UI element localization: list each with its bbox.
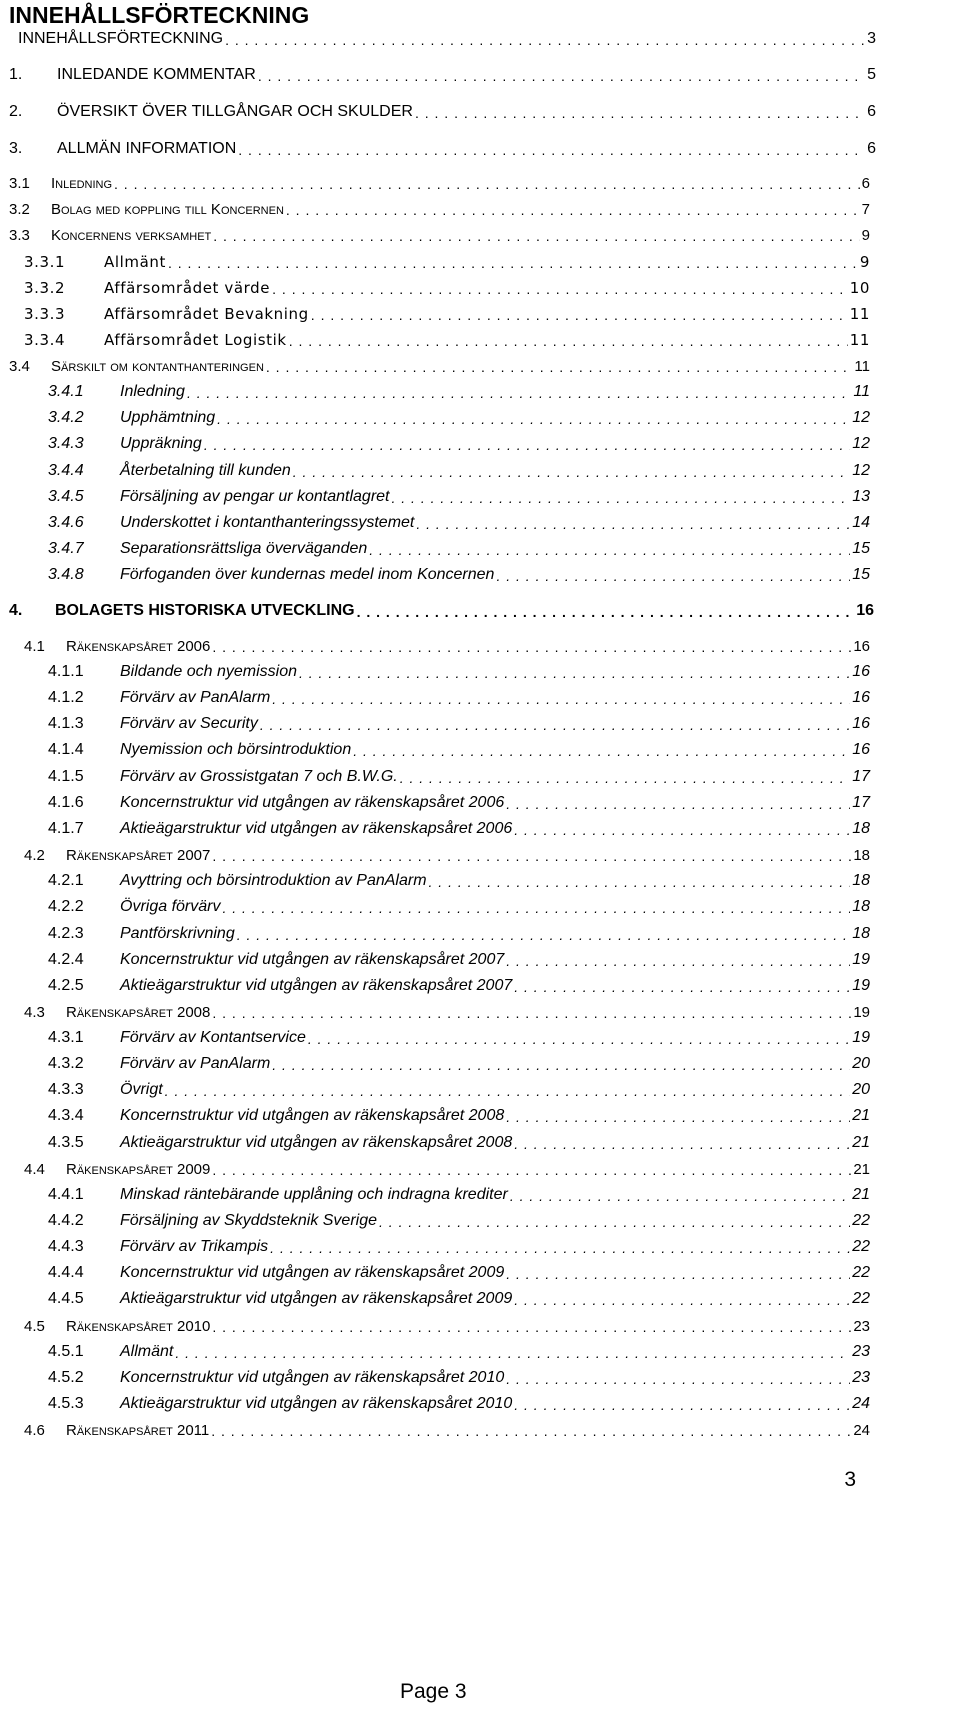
toc-entry-title: Aktieägarstruktur vid utgången av räkenskapsåret 2008 [120, 1134, 513, 1151]
toc-dot-leader [211, 1423, 851, 1439]
toc-entry-number: 4.5 [24, 1318, 45, 1335]
toc-entry[interactable] [0, 1335, 870, 1361]
toc-entry-number: 4.4.3 [48, 1238, 84, 1255]
toc-dot-leader [506, 1371, 850, 1387]
toc-entry-title: Återbetalning till kunden [120, 462, 291, 479]
toc-entry-number: 4.4 [24, 1161, 45, 1178]
toc-dot-leader [272, 691, 850, 707]
toc-entry-page: 21 [853, 1161, 870, 1178]
toc-entry-page: 12 [852, 462, 870, 479]
toc-entry-title: Allmänt [120, 1343, 174, 1360]
toc-entry-page: 11 [849, 305, 870, 323]
toc-dot-leader [514, 822, 850, 838]
toc-entry[interactable] [0, 297, 870, 323]
toc-entry-page: 9 [861, 227, 870, 244]
toc-dot-leader [429, 874, 851, 890]
toc-dot-leader [415, 105, 865, 121]
toc-entry-page: 24 [852, 1395, 870, 1412]
toc-dot-leader [212, 1162, 851, 1178]
toc-entry-number: 4.2.1 [48, 872, 84, 889]
toc-entry[interactable] [0, 995, 870, 1021]
toc-entry-page: 18 [853, 847, 870, 864]
toc-entry-title: Koncernstruktur vid utgången av räkenskapsåret 2010 [120, 1369, 505, 1386]
toc-entry[interactable] [0, 1282, 870, 1308]
toc-entry-title: Aktieägarstruktur vid utgången av räkenskapsåret 2007 [120, 977, 513, 994]
toc-entry[interactable] [0, 1152, 870, 1178]
toc-entry[interactable] [0, 454, 870, 480]
toc-entry-title: Förvärv av PanAlarm [120, 1055, 271, 1072]
toc-entry-page: 20 [852, 1055, 870, 1072]
toc-entry-page: 5 [867, 66, 876, 83]
toc-entry-number: 3.4.1 [48, 383, 84, 400]
toc-entry-number: 3.3.2 [24, 279, 66, 297]
toc-entry-page: 15 [852, 566, 870, 583]
toc-entry-page: 12 [852, 435, 870, 452]
toc-entry[interactable] [0, 594, 874, 620]
toc-entry-number: 4.4.4 [48, 1264, 84, 1281]
toc-entry-title: Underskottet i kontanthanteringssystemet [120, 514, 415, 531]
toc-dot-leader [212, 1005, 851, 1021]
toc-dot-leader [293, 464, 850, 480]
toc-entry-title: Förvärv av PanAlarm [120, 689, 271, 706]
toc-dot-leader [114, 176, 860, 192]
toc-entry-title: Räkenskapsåret 2007 [66, 847, 211, 864]
toc-entry[interactable] [0, 812, 870, 838]
toc-entry-number: 3.2 [9, 201, 30, 218]
toc-entry-title: Försäljning av pengar ur kontantlagret [120, 488, 390, 505]
toc-dot-leader [270, 1240, 850, 1256]
toc-entry-number: 3.4.4 [48, 462, 84, 479]
toc-dot-leader [238, 142, 865, 158]
toc-entry-page: 6 [861, 175, 870, 192]
toc-entry-title: Förfoganden över kundernas medel inom Koncernen [120, 566, 495, 583]
toc-entry-title: Separationsrättsliga överväganden [120, 540, 368, 557]
toc-dot-leader [353, 743, 850, 759]
toc-entry-page: 21 [852, 1134, 870, 1151]
toc-entry-number: 4.1.5 [48, 768, 84, 785]
toc-entry-title: Förvärv av Kontantservice [120, 1029, 306, 1046]
toc-entry-number: 4.1.3 [48, 715, 84, 732]
toc-entry[interactable] [0, 864, 870, 890]
toc-entry-title: Koncernstruktur vid utgången av räkenskapsåret 2009 [120, 1264, 505, 1281]
toc-entry[interactable] [0, 271, 870, 297]
toc-entry-number: 4. [9, 602, 23, 619]
toc-dot-leader [175, 1345, 850, 1361]
toc-entry-title: Upphämtning [120, 409, 216, 426]
toc-entry[interactable] [0, 375, 870, 401]
toc-dot-leader [506, 796, 850, 812]
toc-entry-title: Räkenskapsåret 2011 [66, 1422, 210, 1439]
toc-entry-title: Aktieägarstruktur vid utgången av räkenskapsåret 2010 [120, 1395, 513, 1412]
toc-entry-page: 6 [867, 103, 876, 120]
toc-entry-title: Räkenskapsåret 2009 [66, 1161, 211, 1178]
toc-dot-leader [266, 359, 853, 375]
toc-entry-title: Koncernstruktur vid utgången av räkenskapsåret 2007 [120, 951, 505, 968]
toc-entry-page: 10 [849, 279, 870, 297]
toc-entry[interactable] [0, 1256, 870, 1282]
toc-dot-leader [506, 953, 850, 969]
toc-dot-leader [400, 770, 850, 786]
toc-entry-title: Affärsområdet Bevakning [104, 305, 309, 323]
toc-dot-leader [392, 490, 851, 506]
toc-entry[interactable] [0, 1099, 870, 1125]
toc-entry-title: Nyemission och börsintroduktion [120, 741, 352, 758]
toc-entry[interactable] [0, 22, 876, 48]
toc-entry-title: Övrigt [120, 1081, 163, 1098]
toc-entry[interactable] [0, 349, 870, 375]
toc-entry-number: 4.4.5 [48, 1290, 84, 1307]
toc-entry[interactable] [0, 192, 870, 218]
toc-entry-page: 11 [854, 358, 870, 375]
toc-entry-title: Förvärv av Grossistgatan 7 och B.W.G. [120, 768, 398, 785]
toc-entry-page: 6 [867, 140, 876, 157]
toc-entry-page: 16 [852, 715, 870, 732]
toc-entry-title: Avyttring och börsintroduktion av PanAlarm [120, 872, 427, 889]
toc-dot-leader [258, 68, 865, 84]
toc-dot-leader [514, 1397, 850, 1413]
toc-entry[interactable] [0, 166, 870, 192]
toc-entry-page: 7 [861, 201, 870, 218]
toc-entry-page: 20 [852, 1081, 870, 1098]
toc-entry-title: Allmänt [104, 253, 166, 271]
toc-entry-number: 2. [9, 103, 23, 120]
toc-entry-title: Inledning [120, 383, 185, 400]
toc-entry[interactable] [0, 655, 870, 681]
toc-dot-leader [299, 665, 850, 681]
toc-entry-page: 19 [852, 1029, 870, 1046]
toc-dot-leader [496, 568, 850, 584]
toc-dot-leader [187, 385, 851, 401]
toc-entry[interactable] [0, 681, 870, 707]
toc-entry-title: Förvärv av Trikampis [120, 1238, 269, 1255]
toc-dot-leader [416, 516, 850, 532]
toc-entry-page: 15 [852, 540, 870, 557]
toc-entry[interactable] [0, 1413, 870, 1439]
toc-entry-page: 23 [853, 1318, 870, 1335]
toc-entry-number: 4.2.4 [48, 951, 84, 968]
toc-entry-number: 4.3.5 [48, 1134, 84, 1151]
toc-entry[interactable] [0, 917, 870, 943]
toc-entry[interactable] [0, 480, 870, 506]
toc-dot-leader [514, 1292, 850, 1308]
toc-entry-page: 18 [852, 820, 870, 837]
toc-entry[interactable] [0, 733, 870, 759]
toc-entry-number: 3.4.2 [48, 409, 84, 426]
toc-entry-title: Räkenskapsåret 2008 [66, 1004, 211, 1021]
toc-entry-title: INNEHÅLLSFÖRTECKNING [18, 30, 224, 47]
toc-dot-leader [212, 848, 851, 864]
toc-entry-page: 21 [852, 1186, 870, 1203]
toc-dot-leader [217, 411, 850, 427]
toc-entry-page: 19 [852, 977, 870, 994]
toc-entry[interactable] [0, 558, 870, 584]
toc-entry-number: 3.4.5 [48, 488, 84, 505]
toc-entry-page: 21 [852, 1107, 870, 1124]
toc-entry[interactable] [0, 132, 876, 158]
toc-dot-leader [311, 307, 848, 323]
toc-dot-leader [369, 542, 850, 558]
toc-entry-title: Inledning [51, 175, 113, 192]
toc-entry-number: 4.4.1 [48, 1186, 84, 1203]
toc-entry-title: Koncernstruktur vid utgången av räkenskapsåret 2008 [120, 1107, 505, 1124]
toc-entry-number: 3.4.7 [48, 540, 84, 557]
toc-entry-title: ÖVERSIKT ÖVER TILLGÅNGAR OCH SKULDER [57, 103, 413, 120]
toc-entry-title: Koncernstruktur vid utgången av räkenskapsåret 2006 [120, 794, 505, 811]
toc-entry-number: 1. [9, 66, 23, 83]
toc-entry-number: 4.5.1 [48, 1343, 84, 1360]
toc-entry-number: 4.1.1 [48, 663, 84, 680]
toc-dot-leader [286, 202, 860, 218]
toc-entry-number: 4.3 [24, 1004, 45, 1021]
toc-entry-title: Särskilt om kontanthanteringen [51, 358, 264, 375]
toc-entry-page: 11 [849, 331, 870, 349]
toc-entry-number: 4.1.2 [48, 689, 84, 706]
toc-entry-page: 16 [852, 689, 870, 706]
toc-entry[interactable] [0, 707, 870, 733]
toc-entry-title: Bolag med koppling till Koncernen [51, 201, 284, 218]
toc-dot-leader [514, 979, 850, 995]
toc-entry-title: ALLMÄN INFORMATION [57, 140, 237, 157]
toc-entry[interactable] [0, 427, 870, 453]
toc-entry[interactable] [0, 1178, 870, 1204]
toc-dot-leader [212, 639, 851, 655]
toc-entry[interactable] [0, 786, 870, 812]
toc-entry-page: 23 [852, 1343, 870, 1360]
toc-entry-number: 4.4.2 [48, 1212, 84, 1229]
toc-entry-number: 4.1.6 [48, 794, 84, 811]
toc-entry-title: Pantförskrivning [120, 925, 235, 942]
toc-entry-page: 23 [852, 1369, 870, 1386]
toc-entry[interactable] [0, 629, 870, 655]
toc-entry-page: 17 [852, 768, 870, 785]
toc-entry-number: 4.1.7 [48, 820, 84, 837]
toc-entry-page: 19 [853, 1004, 870, 1021]
toc-entry[interactable] [0, 1073, 870, 1099]
toc-dot-leader [204, 437, 850, 453]
toc-entry-number: 4.2.2 [48, 898, 84, 915]
toc-entry-title: Aktieägarstruktur vid utgången av räkenskapsåret 2009 [120, 1290, 513, 1307]
toc-dot-leader [357, 604, 855, 620]
toc-entry-page: 18 [852, 872, 870, 889]
toc-entry-title: Koncernens verksamhet [51, 227, 212, 244]
toc-entry[interactable] [0, 1230, 870, 1256]
toc-entry-title: Aktieägarstruktur vid utgången av räkenskapsåret 2006 [120, 820, 513, 837]
toc-entry-number: 4.2 [24, 847, 45, 864]
toc-entry-number: 3. [9, 140, 23, 157]
toc-entry-title: Försäljning av Skyddsteknik Sverige [120, 1212, 378, 1229]
toc-entry[interactable] [0, 1204, 870, 1230]
toc-entry-number: 3.4.6 [48, 514, 84, 531]
toc-entry-page: 17 [852, 794, 870, 811]
toc-entry-title: BOLAGETS HISTORISKA UTVECKLING [55, 602, 355, 619]
toc-entry-title: Uppräkning [120, 435, 202, 452]
toc-entry[interactable] [0, 760, 870, 786]
toc-entry-page: 3 [867, 30, 876, 47]
toc-entry-number: 4.5.3 [48, 1395, 84, 1412]
toc-dot-leader [272, 1057, 850, 1073]
toc-dot-leader [260, 717, 850, 733]
toc-entry-page: 9 [859, 253, 870, 271]
toc-entry-number: 4.2.3 [48, 925, 84, 942]
toc-entry-page: 22 [852, 1238, 870, 1255]
toc-entry-number: 3.4.3 [48, 435, 84, 452]
toc-entry-title: Räkenskapsåret 2010 [66, 1318, 211, 1335]
toc-entry-title: Förvärv av Security [120, 715, 258, 732]
footer-page-label: Page 3 [400, 1680, 467, 1703]
toc-entry[interactable] [0, 95, 876, 121]
toc-entry-page: 16 [853, 638, 870, 655]
toc-entry-page: 16 [856, 602, 874, 619]
toc-entry[interactable] [0, 838, 870, 864]
toc-entry[interactable] [0, 1047, 870, 1073]
page-title: INNEHÅLLSFÖRTECKNING [9, 2, 310, 28]
toc-entry-page: 19 [852, 951, 870, 968]
toc-entry-number: 3.3 [9, 227, 30, 244]
toc-entry[interactable] [0, 1309, 870, 1335]
toc-entry[interactable] [0, 890, 870, 916]
toc-entry-page: 13 [852, 488, 870, 505]
toc-entry-title: Affärsområdet Logistik [104, 331, 287, 349]
toc-dot-leader [506, 1266, 850, 1282]
toc-entry-number: 4.1 [24, 638, 45, 655]
toc-entry-page: 18 [852, 925, 870, 942]
toc-dot-leader [212, 1319, 851, 1335]
toc-entry[interactable] [0, 943, 870, 969]
toc-dot-leader [308, 1031, 850, 1047]
toc-dot-leader [165, 1083, 851, 1099]
toc-entry-title: Räkenskapsåret 2006 [66, 638, 211, 655]
toc-dot-leader [514, 1136, 850, 1152]
toc-entry-number: 4.5.2 [48, 1369, 84, 1386]
toc-dot-leader [510, 1188, 850, 1204]
toc-dot-leader [213, 228, 859, 244]
toc-entry[interactable] [0, 1361, 870, 1387]
toc-entry[interactable] [0, 506, 870, 532]
toc-entry-number: 4.3.3 [48, 1081, 84, 1098]
toc-entry-page: 16 [852, 741, 870, 758]
toc-entry[interactable] [0, 969, 870, 995]
toc-entry-page: 16 [852, 663, 870, 680]
page-number: 3 [844, 1468, 856, 1491]
toc-entry-title: Affärsområdet värde [104, 279, 271, 297]
toc-entry[interactable] [0, 1387, 870, 1413]
toc-entry-number: 3.3.4 [24, 331, 66, 349]
toc-entry[interactable] [0, 1021, 870, 1047]
toc-dot-leader [168, 255, 858, 271]
toc-entry-number: 4.6 [24, 1422, 45, 1439]
toc-dot-leader [379, 1214, 850, 1230]
toc-entry-page: 22 [852, 1264, 870, 1281]
toc-entry[interactable] [0, 532, 870, 558]
toc-entry-number: 3.3.1 [24, 253, 66, 271]
toc-dot-leader [222, 900, 850, 916]
toc-entry[interactable] [0, 245, 870, 271]
toc-entry-page: 18 [852, 898, 870, 915]
toc-entry-number: 3.1 [9, 175, 30, 192]
toc-entry[interactable] [0, 218, 870, 244]
toc-entry-number: 4.3.1 [48, 1029, 84, 1046]
toc-dot-leader [237, 927, 850, 943]
toc-dot-leader [289, 333, 848, 349]
toc-entry-page: 12 [852, 409, 870, 426]
toc-dot-leader [272, 281, 848, 297]
toc-entry-title: INLEDANDE KOMMENTAR [57, 66, 256, 83]
toc-entry-number: 3.4.8 [48, 566, 84, 583]
toc-entry-page: 22 [852, 1290, 870, 1307]
toc-entry-title: Minskad räntebärande upplåning och indragna krediter [120, 1186, 508, 1203]
toc-entry-page: 24 [853, 1422, 870, 1439]
toc-entry-number: 3.3.3 [24, 305, 66, 323]
toc-entry[interactable] [0, 1126, 870, 1152]
toc-entry-number: 4.1.4 [48, 741, 84, 758]
toc-entry-title: Bildande och nyemission [120, 663, 297, 680]
toc-entry-page: 14 [852, 514, 870, 531]
toc-dot-leader [225, 32, 865, 48]
toc-entry-number: 4.3.4 [48, 1107, 84, 1124]
toc-entry[interactable] [0, 401, 870, 427]
toc-entry-number: 4.2.5 [48, 977, 84, 994]
toc-entry-title: Övriga förvärv [120, 898, 221, 915]
toc-entry-page: 11 [853, 383, 870, 400]
toc-entry[interactable] [0, 58, 876, 84]
toc-entry-number: 3.4 [9, 358, 30, 375]
toc-entry[interactable] [0, 323, 870, 349]
toc-dot-leader [506, 1109, 850, 1125]
toc-entry-number: 4.3.2 [48, 1055, 84, 1072]
toc-entry-page: 22 [852, 1212, 870, 1229]
